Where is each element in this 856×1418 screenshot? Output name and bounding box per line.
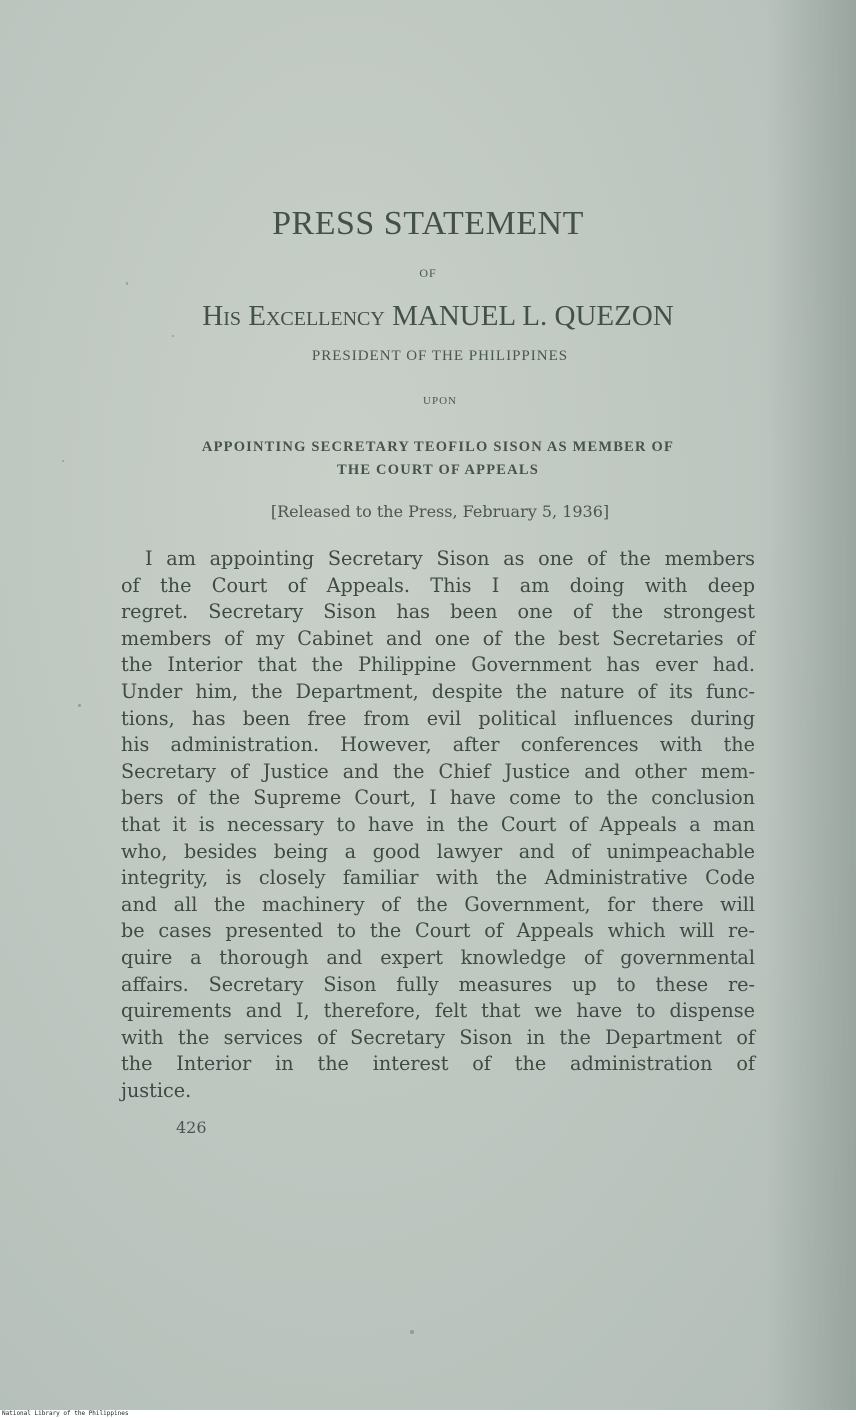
subject-line: APPOINTING SECRETARY TEOFILO SISON AS MEMBER OF bbox=[201, 439, 675, 455]
paper-speck bbox=[172, 335, 174, 337]
body-line: his administration. However, after conferences with the bbox=[121, 733, 755, 757]
upon-label: UPON bbox=[423, 395, 457, 407]
body-line: the Interior in the interest of the administration of bbox=[121, 1052, 755, 1076]
body-line: affairs. Secretary Sison fully measures up to these re- bbox=[121, 972, 755, 996]
body-line: justice. bbox=[121, 1078, 192, 1102]
honorific: His Excellency bbox=[202, 300, 385, 332]
body-line: who, besides being a good lawyer and of unimpeachable bbox=[121, 839, 755, 863]
library-credit: National Library of the Philippines bbox=[2, 1410, 129, 1417]
body-line: that it is necessary to have in the Court of Appeals a man bbox=[121, 812, 755, 836]
body-line: Secretary of Justice and the Chief Justice and other mem- bbox=[121, 759, 755, 783]
of-label: OF bbox=[419, 266, 437, 280]
body-line: Under him, the Department, despite the nature of its func- bbox=[121, 679, 755, 703]
paper-speck bbox=[126, 282, 128, 285]
body-line: the Interior that the Philippine Government has ever had. bbox=[121, 653, 755, 677]
release-date: [Released to the Press, February 5, 1936] bbox=[270, 502, 610, 521]
body-line: of the Court of Appeals. This I am doing with deep bbox=[121, 573, 755, 597]
paper-speck bbox=[410, 1330, 414, 1334]
page-number: 426 bbox=[176, 1118, 207, 1137]
body-line: integrity, is closely familiar with the Administrative Code bbox=[121, 866, 755, 890]
body-line: and all the machinery of the Government, for there will bbox=[121, 892, 755, 916]
body-line: members of my Cabinet and one of the best Secretaries of bbox=[121, 626, 755, 650]
author-line bbox=[0, 300, 856, 333]
subject-line: THE COURT OF APPEALS bbox=[337, 462, 539, 478]
body-line: quire a thorough and expert knowledge of governmental bbox=[121, 945, 755, 969]
body-line: be cases presented to the Court of Appeals which will re- bbox=[121, 919, 755, 943]
author-office: PRESIDENT OF THE PHILIPPINES bbox=[311, 348, 569, 364]
paper-speck bbox=[62, 460, 64, 462]
statement-body bbox=[121, 546, 755, 1104]
body-line: I am appointing Secretary Sison as one of the members bbox=[145, 547, 755, 570]
subject-heading bbox=[118, 436, 758, 482]
body-line: bers of the Supreme Court, I have come to the conclusion bbox=[121, 786, 755, 810]
body-line: regret. Secretary Sison has been one of the strongest bbox=[121, 600, 755, 624]
author-name: MANUEL L. QUEZON bbox=[392, 300, 674, 332]
body-line: tions, has been free from evil political influences during bbox=[121, 706, 755, 730]
paper-speck bbox=[78, 704, 81, 707]
body-line: quirements and I, therefore, felt that we have to dispense bbox=[121, 999, 755, 1023]
body-line: with the services of Secretary Sison in the Department of bbox=[121, 1025, 755, 1049]
document-title: PRESS STATEMENT bbox=[272, 205, 584, 242]
